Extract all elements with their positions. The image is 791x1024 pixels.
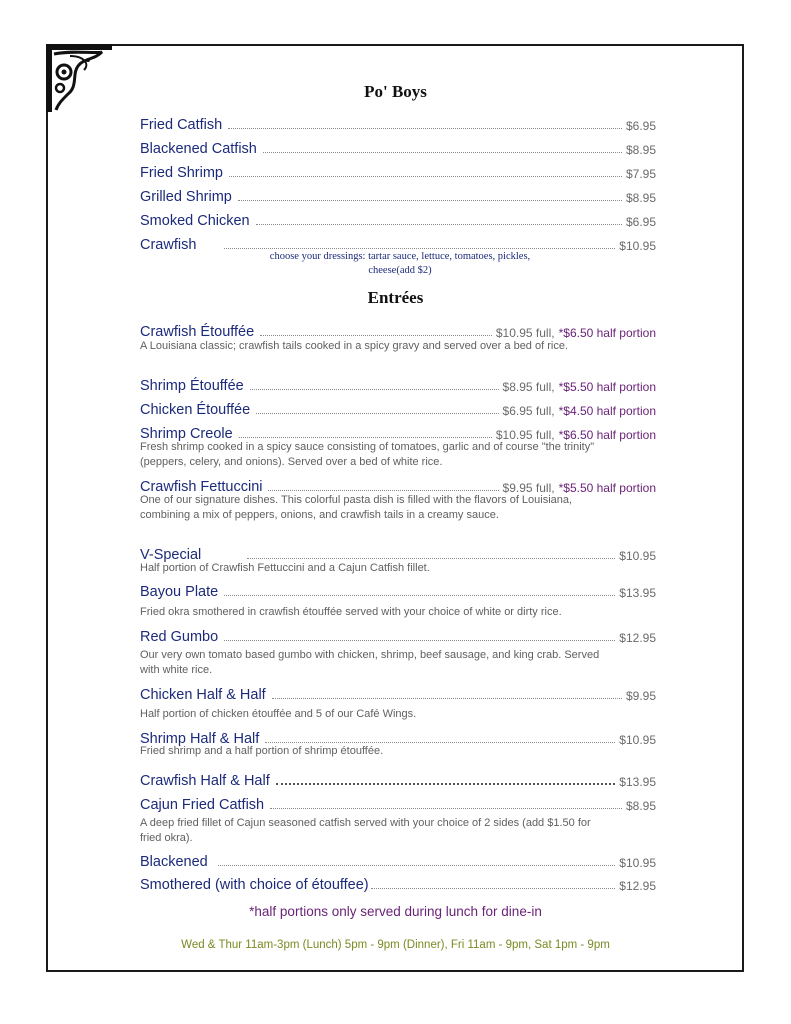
- item-name: Chicken Étouffée: [140, 402, 251, 418]
- item-price: $8.95: [625, 143, 656, 157]
- item-price: $10.95: [619, 239, 656, 253]
- item-name: Crawfish Fettuccini: [140, 479, 263, 495]
- item-price: $8.95: [625, 799, 656, 813]
- item-description: Half portion of Crawfish Fettuccini and a Cajun Catfish fillet.: [140, 562, 430, 574]
- half-portion-price: *$4.50 half portion: [558, 404, 656, 418]
- menu-item: [140, 187, 656, 205]
- item-price: $9.95 full,: [502, 481, 555, 495]
- item-price: $8.95 full,: [502, 380, 555, 394]
- item-price: $13.95: [619, 775, 656, 789]
- leader-dots: [272, 698, 622, 699]
- menu-item: [140, 163, 656, 181]
- hours-line: Wed & Thur 11am-3pm (Lunch) 5pm - 9pm (Dinner), Fri 11am - 9pm, Sat 1pm - 9pm: [181, 939, 610, 951]
- item-name: Blackened: [140, 854, 208, 870]
- item-description: Fried shrimp and a half portion of shrimp étouffée.: [140, 745, 384, 757]
- item-price: $7.95: [625, 167, 656, 181]
- item-price: $6.95: [625, 119, 656, 133]
- item-name: Cajun Fried Catfish: [140, 797, 265, 813]
- menu-item: [140, 322, 656, 340]
- item-name: Chicken Half & Half: [140, 687, 266, 703]
- leader-dots: [238, 200, 622, 201]
- leader-dots: [270, 808, 622, 809]
- item-name: Smoked Chicken: [140, 213, 250, 229]
- item-description: Fresh shrimp cooked in a spicy sauce consisting of tomatoes, garlic and of course "the trinity" (peppers, celery, and onions). Served over a bed of white rice.: [140, 441, 595, 468]
- leader-dots: [239, 437, 492, 438]
- item-name: Red Gumbo: [140, 629, 219, 645]
- leader-dots: [371, 888, 616, 889]
- item-price: $12.95: [619, 879, 656, 893]
- leader-dots: [228, 128, 622, 129]
- item-name: V-Special: [140, 547, 202, 563]
- menu-item: [140, 795, 656, 813]
- menu-item: [140, 139, 656, 157]
- poboys-heading: Po' Boys: [364, 82, 427, 101]
- menu-item: [140, 875, 656, 893]
- item-name: Shrimp Half & Half: [140, 731, 260, 747]
- item-description: Fried okra smothered in crawfish étouffée served with your choice of white or dirty rice.: [140, 606, 562, 618]
- half-portion-price: *$6.50 half portion: [558, 428, 656, 442]
- item-name: Shrimp Creole: [140, 426, 233, 442]
- item-name: Crawfish: [140, 237, 197, 253]
- menu-item: [140, 211, 656, 229]
- item-price: $10.95 full,: [495, 428, 555, 442]
- leader-dots: [224, 248, 615, 249]
- item-name: Bayou Plate: [140, 584, 219, 600]
- leader-dots: [256, 224, 622, 225]
- item-name: Smothered (with choice of étouffee): [140, 877, 369, 893]
- entrees-heading: Entrées: [367, 288, 424, 307]
- leader-dots: [229, 176, 622, 177]
- item-description: Our very own tomato based gumbo with chicken, shrimp, beef sausage, and king crab. Served with white rice.: [140, 649, 600, 676]
- item-description: One of our signature dishes. This colorful pasta dish is filled with the flavors of Louisiana, combining a mix of peppers, onions, and crawfish tails in a creamy sauce.: [140, 494, 573, 521]
- item-name: Fried Catfish: [140, 117, 223, 133]
- item-price: $10.95: [619, 733, 656, 747]
- item-description: Half portion of chicken étouffée and 5 of our Café Wings.: [140, 708, 417, 720]
- corner-ornament-icon: [44, 42, 114, 114]
- dressings-line: cheese(add $2): [368, 265, 432, 276]
- item-price: $9.95: [625, 689, 656, 703]
- menu-item: [140, 627, 656, 645]
- leader-dots: [263, 152, 622, 153]
- item-price: $10.95: [619, 856, 656, 870]
- leader-dots: [265, 742, 615, 743]
- item-name: Fried Shrimp: [140, 165, 223, 181]
- leader-dots: [250, 389, 499, 390]
- leader-dots: [268, 490, 498, 491]
- item-description: A Louisiana classic; crawfish tails cooked in a spicy gravy and served over a bed of rice.: [140, 340, 568, 352]
- menu-item: [140, 115, 656, 133]
- menu-item: [140, 376, 656, 394]
- half-portion-price: *$5.50 half portion: [558, 481, 656, 495]
- item-description: A deep fried fillet of Cajun seasoned catfish served with your choice of 2 sides (add $1.50 for fried okra).: [140, 817, 591, 844]
- menu-item: [140, 582, 656, 600]
- dressings-line: choose your dressings: tartar sauce, lettuce, tomatoes, pickles,: [269, 251, 531, 262]
- leader-dots: [256, 413, 498, 414]
- item-name: Shrimp Étouffée: [140, 378, 244, 394]
- item-name: Crawfish Half & Half: [140, 773, 270, 789]
- half-portion-price: *$6.50 half portion: [558, 326, 656, 340]
- item-name: Crawfish Étouffée: [140, 324, 255, 340]
- item-price: $10.95: [619, 549, 656, 563]
- leader-dots: [247, 558, 615, 559]
- item-price: $12.95: [619, 631, 656, 645]
- leader-dots: [218, 865, 616, 866]
- menu-item: [140, 400, 656, 418]
- menu-item: [140, 852, 656, 870]
- menu-item: [140, 685, 656, 703]
- leader-dots: [276, 783, 616, 785]
- half-portion-price: *$5.50 half portion: [558, 380, 656, 394]
- item-price: $13.95: [619, 586, 656, 600]
- half-portion-note: *half portions only served during lunch for dine-in: [249, 904, 542, 919]
- leader-dots: [224, 595, 615, 596]
- item-price: $10.95 full,: [495, 326, 555, 340]
- item-price: $8.95: [625, 191, 656, 205]
- item-name: Blackened Catfish: [140, 141, 257, 157]
- item-name: Grilled Shrimp: [140, 189, 232, 205]
- menu-item: [140, 771, 656, 789]
- leader-dots: [260, 335, 492, 336]
- item-price: $6.95: [625, 215, 656, 229]
- item-price: $6.95 full,: [502, 404, 555, 418]
- leader-dots: [224, 640, 615, 641]
